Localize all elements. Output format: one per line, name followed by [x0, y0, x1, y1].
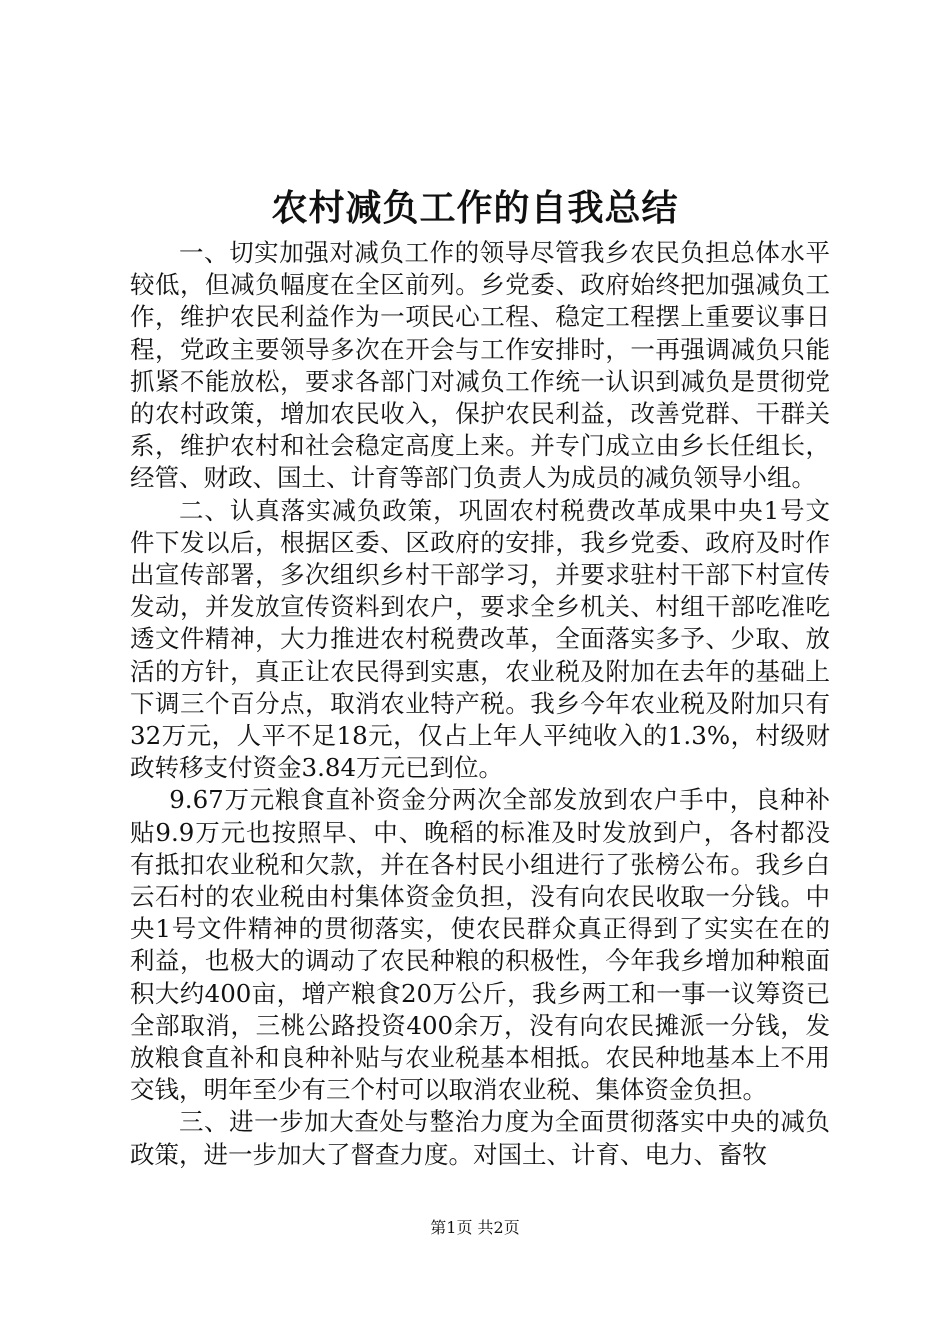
paragraph-2: 二、认真落实减负政策，巩固农村税费改革成果中央1号文件下发以后，根据区委、区政府的安排，我乡党委、政府及时作出宣传部署，多次组织乡村干部学习，并要求驻村干部下村宣传发动，并发放宣传资料到农户，要求全乡机关、村组干部吃准吃透文件精神，大力推进农村税费改革，全面落实多予、少取、放活的方针，真正让农民得到实惠，农业税及附加在去年的基础上下调三个百分点，取消农业特产税。我乡今年农业税及附加只有32万元，人平不足18元，仅占上年人平纯收入的1.3%，村级财政转移支付资金3.84万元已到位。 [130, 495, 830, 783]
paragraph-3: 9.67万元粮食直补资金分两次全部发放到农户手中，良种补贴9.9万元也按照早、中、晚稻的标准及时发放到户，各村都没有抵扣农业税和欠款，并在各村民小组进行了张榜公布。我乡白云石村的农业税由村集体资金负担，没有向农民收取一分钱。中央1号文件精神的贯彻落实，使农民群众真正得到了实实在在的利益，也极大的调动了农民种粮的积极性，今年我乡增加种粮面积大约400亩，增产粮食20万公斤，我乡两工和一事一议筹资已全部取消，三桃公路投资400余万，没有向农民摊派一分钱，发放粮食直补和良种补贴与农业税基本相抵。农民种地基本上不用交钱，明年至少有三个村可以取消农业税、集体资金负担。 [130, 785, 830, 1105]
page-number-footer: 第1页 共2页 [430, 1218, 520, 1237]
paragraph-4: 三、进一步加大查处与整治力度为全面贯彻落实中央的减负政策，进一步加大了督查力度。对国土、计育、电力、畜牧 [130, 1107, 830, 1169]
document-title: 农村减负工作的自我总结 [271, 187, 679, 229]
document-body [130, 237, 830, 1171]
paragraph-1: 一、切实加强对减负工作的领导尽管我乡农民负担总体水平较低，但减负幅度在全区前列。乡党委、政府始终把加强减负工作，维护农民利益作为一项民心工程、稳定工程摆上重要议事日程，党政主要领导多次在开会与工作安排时，一再强调减负只能抓紧不能放松，要求各部门对减负工作统一认识到减负是贯彻党的农村政策，增加农民收入，保护农民利益，改善党群、干群关系，维护农村和社会稳定高度上来。并专门成立由乡长任组长，经管、财政、国土、计育等部门负责人为成员的减负领导小组。 [130, 238, 830, 493]
